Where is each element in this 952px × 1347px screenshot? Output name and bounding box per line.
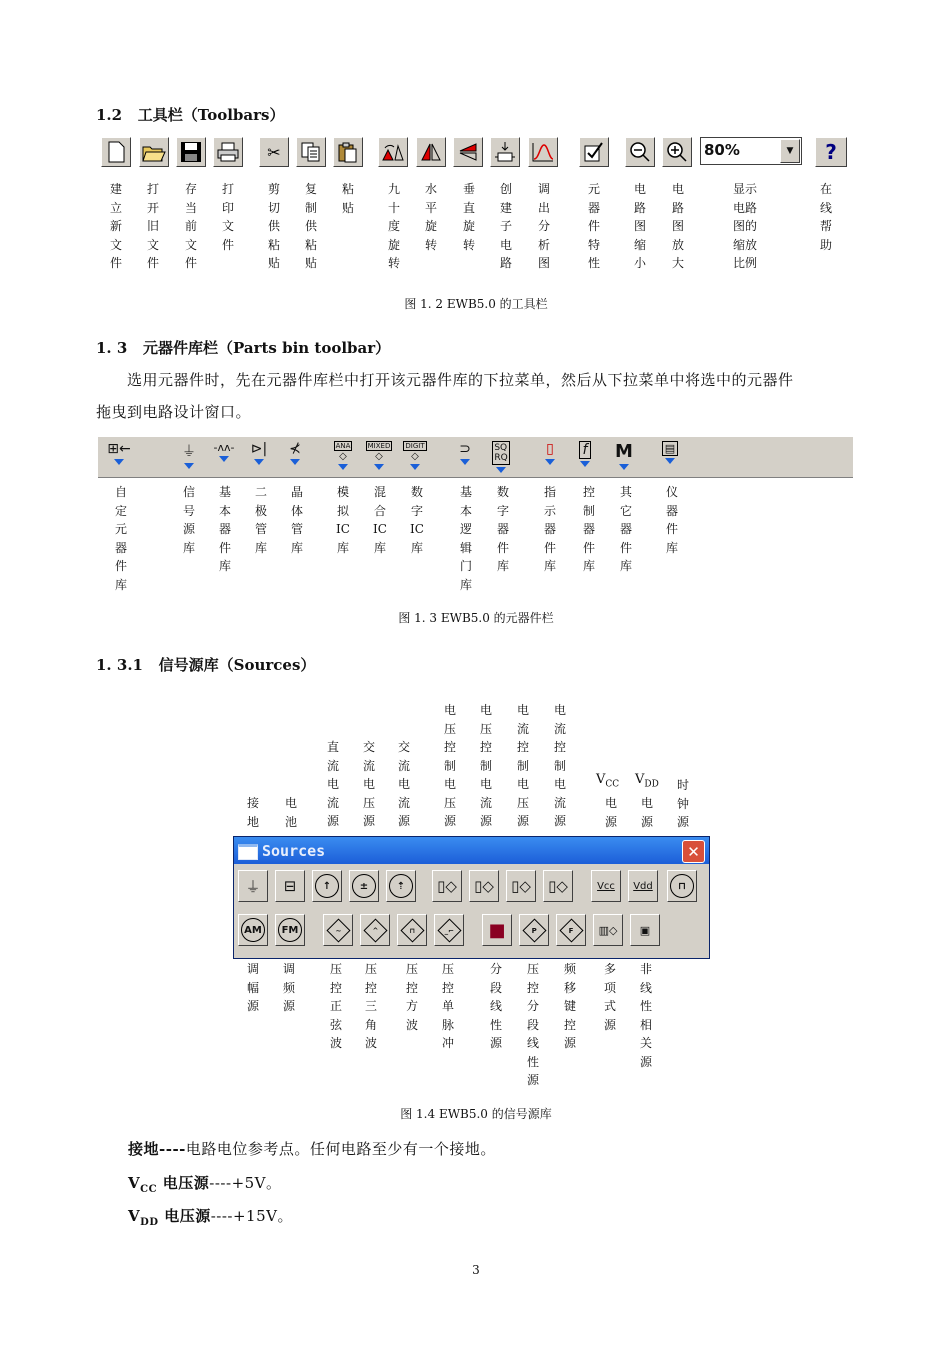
- new-file-button[interactable]: [101, 137, 131, 167]
- flip-vertical-icon: [456, 142, 480, 162]
- logic-gate-icon: ⊃: [459, 441, 471, 457]
- close-button[interactable]: [682, 840, 705, 863]
- create-subcircuit-button[interactable]: [490, 137, 520, 167]
- note-ground: [128, 1138, 496, 1159]
- label-vcvs: 电 压 控 制 电 压 源: [443, 703, 456, 828]
- am-button[interactable]: [238, 914, 268, 946]
- label-polynomial: 多 项 式 源: [603, 962, 616, 1032]
- figure-caption-1-2: 图 1. 2 EWB5.0 的工具栏: [404, 297, 548, 311]
- label-open-file: 打 开 旧 文 件: [146, 182, 159, 270]
- window-title: Sources: [262, 842, 326, 860]
- label-vcc-source: 电 源: [604, 796, 617, 829]
- close-icon: ✕: [687, 842, 700, 861]
- label-analog-ic: 模 拟 IC 库: [336, 485, 350, 555]
- vccs-icon: ▯◇: [474, 877, 494, 895]
- label-analysis-graphs: 调 出 分 析 图: [537, 182, 550, 270]
- digital-ic-icon: DIGIT: [405, 442, 425, 450]
- section-number: 1. 3.1: [96, 656, 143, 674]
- zoom-in-button[interactable]: [662, 137, 692, 167]
- label-component-properties: 元 器 件 特 性: [587, 182, 600, 270]
- chevron-down-icon: [254, 459, 264, 465]
- label-subcircuit: 创 建 子 电 路: [499, 182, 512, 270]
- chevron-down-icon: [580, 461, 590, 467]
- cut-button[interactable]: [259, 137, 289, 167]
- floppy-icon: ■: [488, 919, 506, 941]
- ac-voltage-icon: ±: [352, 874, 376, 898]
- sources-titlebar[interactable]: [234, 837, 709, 864]
- figure-caption-1-3: 图 1. 3 EWB5.0 的元器件栏: [398, 611, 554, 625]
- vc-monostable-button[interactable]: [434, 914, 464, 946]
- vc-pwl-icon: P: [522, 918, 546, 942]
- label-dc-current: 直 流 电 流 源: [326, 740, 339, 828]
- digital-ic-bin[interactable]: [400, 441, 430, 475]
- note-term: 接地----: [128, 1140, 186, 1158]
- mixed-ic-bin[interactable]: [364, 441, 394, 475]
- label-flip-horizontal: 水 平 旋 转: [424, 182, 437, 252]
- cccs-icon: ▯◇: [548, 877, 568, 895]
- vcc-icon: Vcc: [597, 880, 615, 892]
- page-number: 3: [472, 1263, 480, 1277]
- figure-caption-1-4: 图 1.4 EWB5.0 的信号源库: [400, 1107, 552, 1121]
- misc-m-icon: M: [615, 441, 633, 462]
- help-button[interactable]: ?: [815, 137, 847, 167]
- vc-sine-button[interactable]: [323, 914, 353, 946]
- vdd-icon: Vdd: [633, 880, 653, 892]
- ground-icon: ⏚: [182, 444, 196, 460]
- diode-icon: ⊳|: [250, 441, 268, 457]
- chevron-down-icon: [460, 459, 470, 465]
- chevron-down-icon: [219, 456, 229, 462]
- ground-icon: ⏚: [245, 877, 261, 896]
- polynomial-button[interactable]: [593, 914, 623, 946]
- label-digital-ic: 数 字 IC 库: [410, 485, 424, 555]
- label-vccs: 电 压 控 制 电 流 源: [479, 703, 492, 828]
- label-am: 调 幅 源: [246, 962, 259, 1013]
- label-mixed-ic: 混 合 IC 库: [373, 485, 387, 555]
- label-rotate: 九 十 度 旋 转: [387, 182, 400, 270]
- label-ground: 接 地: [246, 796, 259, 829]
- label-digital-devices: 数 字 器 件 库: [496, 485, 509, 573]
- label-indicators: 指 示 器 件 库: [543, 485, 556, 573]
- label-zoom-in: 电 路 图 放 大: [671, 182, 684, 270]
- label-save-file: 存 当 前 文 件: [184, 182, 197, 270]
- label-controls: 控 制 器 件 库: [582, 485, 595, 573]
- graph-icon: [531, 141, 555, 163]
- chevron-down-icon: [496, 467, 506, 473]
- label-diodes: 二 极 管 库: [254, 485, 267, 555]
- analog-ic-bin[interactable]: [328, 441, 358, 475]
- save-file-button[interactable]: [176, 137, 206, 167]
- chevron-down-icon: [114, 459, 124, 465]
- note-vdd: [128, 1205, 293, 1228]
- label-cut: 剪 切 供 粘 贴: [267, 182, 280, 270]
- section-title: 信号源库（Sources）: [158, 656, 316, 674]
- diamond-icon: ◇: [375, 451, 383, 462]
- section-heading-1-2: [96, 104, 285, 125]
- transistor-icon: ⊀: [289, 441, 301, 457]
- label-fm: 调 频 源: [282, 962, 295, 1013]
- fm-icon: FM: [278, 918, 302, 942]
- label-ccvs: 电 流 控 制 电 压 源: [516, 703, 529, 828]
- label-fsk: 频 移 键 控 源: [563, 962, 576, 1050]
- chevron-down-icon: [290, 459, 300, 465]
- function-icon: f: [579, 441, 592, 459]
- zoom-in-icon: [666, 141, 688, 163]
- controls-bin[interactable]: [570, 441, 600, 475]
- flip-vertical-button[interactable]: [453, 137, 483, 167]
- label-battery: 电 池: [284, 796, 297, 829]
- ground-button[interactable]: [238, 870, 268, 902]
- nonlinear-icon: ▣: [639, 923, 651, 937]
- label-nonlinear: 非 线 性 相 关 源: [639, 962, 652, 1069]
- zoom-value: 80%: [704, 141, 740, 159]
- zoom-dropdown-button[interactable]: [780, 139, 800, 163]
- note-subscript: DD: [140, 1217, 159, 1228]
- paragraph-line-1: 选用元器件时，先在元器件库栏中打开该元器件库的下拉菜单，然后从下拉菜单中将选中的元器件: [127, 371, 794, 389]
- label-zoom-out: 电 路 图 缩 小: [633, 182, 646, 270]
- basic-bin[interactable]: [209, 441, 239, 475]
- rotate-icon: [381, 142, 405, 162]
- instruments-bin[interactable]: [655, 441, 685, 475]
- label-vdd-source: 电 源: [640, 796, 653, 829]
- polynomial-icon: ▥◇: [598, 923, 618, 937]
- vdd-button[interactable]: [628, 870, 658, 902]
- cccs-button[interactable]: [543, 870, 573, 902]
- diamond-icon: ◇: [411, 451, 419, 462]
- vc-triangle-icon: ^: [363, 918, 387, 942]
- component-properties-button[interactable]: [579, 137, 609, 167]
- chevron-down-icon: [619, 464, 629, 470]
- dc-current-icon: ↑: [315, 874, 339, 898]
- misc-bin[interactable]: [609, 441, 639, 475]
- fsk-button[interactable]: [556, 914, 586, 946]
- zoom-select[interactable]: [700, 137, 802, 165]
- note-text: ----+5V。: [209, 1174, 282, 1192]
- note-term: V: [128, 1174, 141, 1192]
- label-instruments: 仪 器 件 库: [665, 485, 678, 555]
- sources-window: [233, 836, 710, 959]
- label-misc: 其 它 器 件 库: [619, 485, 632, 573]
- vc-pulse-icon: _⌐: [437, 918, 461, 942]
- chevron-down-icon: [410, 464, 420, 470]
- label-vc-triangle: 压 控 三 角 波: [364, 962, 377, 1050]
- ac-current-button[interactable]: [386, 870, 416, 902]
- vccs-button[interactable]: [469, 870, 499, 902]
- paste-button[interactable]: [333, 137, 363, 167]
- zoom-out-button[interactable]: [625, 137, 655, 167]
- label-sources: 信 号 源 库: [182, 485, 195, 555]
- chevron-down-icon: [374, 464, 384, 470]
- section-title: 元器件库栏（Parts bin toolbar）: [143, 339, 391, 357]
- copy-icon: [300, 141, 322, 163]
- label-paste: 粘 贴: [341, 182, 354, 215]
- label-zoom-ratio: 显示 电路 图的 缩放 比例: [732, 182, 757, 270]
- chevron-down-icon: [184, 463, 194, 469]
- note-subscript: CC: [140, 1184, 158, 1195]
- digital-device-icon: SQ RQ: [494, 443, 508, 463]
- label-custom: 自 定 元 器 件 库: [114, 485, 127, 592]
- resistor-icon: -ᴧᴧ-: [213, 441, 235, 454]
- label-vc-sine: 压 控 正 弦 波: [329, 962, 342, 1050]
- label-transistors: 晶 体 管 库: [290, 485, 303, 555]
- section-title: 工具栏（Toolbars）: [137, 106, 285, 124]
- label-logic-gates: 基 本 逻 辑 门 库: [459, 485, 472, 592]
- label-clock: 时 钟 源: [676, 778, 689, 829]
- clock-button[interactable]: [667, 870, 697, 902]
- vcvs-button[interactable]: [432, 870, 462, 902]
- label-cccs: 电 流 控 制 电 流 源: [553, 703, 566, 828]
- parts-bin-toolbar: [98, 436, 853, 478]
- label-new-file: 建 立 新 文 件: [109, 182, 122, 270]
- flip-horizontal-icon: [419, 142, 443, 162]
- vc-triangle-button[interactable]: [360, 914, 390, 946]
- chevron-down-icon: ▼: [786, 146, 794, 156]
- section-number: 1. 3: [96, 339, 128, 357]
- printer-icon: [216, 141, 240, 163]
- note-text: 电路电位参考点。任何电路至少有一个接地。: [185, 1140, 496, 1158]
- fm-button[interactable]: [275, 914, 305, 946]
- vcvs-icon: ▯◇: [437, 877, 457, 895]
- label-ac-voltage: 交 流 电 压 源: [362, 740, 375, 828]
- battery-button[interactable]: [275, 870, 305, 902]
- analog-ic-icon: ANA: [335, 442, 351, 450]
- copy-button[interactable]: [296, 137, 326, 167]
- label-basic: 基 本 器 件 库: [218, 485, 231, 573]
- paragraph-line-2: 拖曳到电路设计窗口。: [96, 403, 252, 421]
- scissors-icon: ✂: [267, 142, 281, 162]
- custom-bin-icon: ⊞←: [107, 441, 131, 457]
- rotate-90-button[interactable]: [378, 137, 408, 167]
- fsk-icon: F: [559, 918, 583, 942]
- label-vcc-symbol: $V_{CC}$: [596, 772, 620, 790]
- dc-current-button[interactable]: [312, 870, 342, 902]
- clock-icon: ⊓: [670, 874, 694, 898]
- zoom-out-icon: [629, 141, 651, 163]
- chevron-down-icon: [545, 459, 555, 465]
- pwl-source-button[interactable]: [482, 914, 512, 946]
- floppy-icon: [180, 141, 202, 163]
- chevron-down-icon: [665, 458, 675, 464]
- display-icon: ▯: [546, 441, 554, 457]
- open-file-button[interactable]: [139, 137, 169, 167]
- custom-parts-bin[interactable]: [104, 441, 134, 475]
- am-icon: AM: [241, 918, 265, 942]
- vc-pwl-button[interactable]: [519, 914, 549, 946]
- transistors-bin[interactable]: [280, 441, 310, 475]
- label-vc-pulse: 压 控 单 脉 冲: [441, 962, 454, 1050]
- label-vc-square: 压 控 方 波: [405, 962, 418, 1032]
- vc-square-button[interactable]: [397, 914, 427, 946]
- paste-icon: [337, 141, 359, 163]
- vc-sine-icon: ~: [326, 918, 350, 942]
- open-folder-icon: [142, 142, 166, 162]
- diodes-bin[interactable]: [244, 441, 274, 475]
- analysis-graphs-button[interactable]: [528, 137, 558, 167]
- label-copy: 复 制 供 粘 贴: [304, 182, 317, 270]
- section-heading-1-3-1: [96, 654, 315, 675]
- digital-devices-bin[interactable]: [486, 441, 516, 475]
- vc-square-icon: ⊓: [400, 918, 424, 942]
- ccvs-icon: ▯◇: [511, 877, 531, 895]
- label-vdd-symbol: $V_{DD}$: [635, 772, 659, 790]
- new-file-icon: [107, 141, 125, 163]
- mixed-ic-icon: MIXED: [367, 442, 391, 450]
- note-term-suffix: 电压源: [157, 1174, 210, 1192]
- chevron-down-icon: [338, 464, 348, 470]
- logic-gates-bin[interactable]: [450, 441, 480, 475]
- diamond-icon: ◇: [339, 451, 347, 462]
- note-term-suffix: 电压源: [158, 1207, 211, 1225]
- label-pwl: 分 段 线 性 源: [489, 962, 502, 1050]
- ccvs-button[interactable]: [506, 870, 536, 902]
- print-button[interactable]: [213, 137, 243, 167]
- section-heading-1-3: [96, 337, 390, 358]
- label-print: 打 印 文 件: [221, 182, 234, 252]
- flip-horizontal-button[interactable]: [416, 137, 446, 167]
- vcc-button[interactable]: [591, 870, 621, 902]
- sources-bin[interactable]: [174, 441, 204, 475]
- label-flip-vertical: 垂 直 旋 转: [462, 182, 475, 252]
- label-ac-current: 交 流 电 流 源: [397, 740, 410, 828]
- label-help: 在 线 帮 助: [819, 182, 832, 252]
- ac-voltage-button[interactable]: [349, 870, 379, 902]
- note-vcc: [128, 1172, 282, 1195]
- nonlinear-button[interactable]: [630, 914, 660, 946]
- note-term: V: [128, 1207, 141, 1225]
- section-number: 1.2: [96, 106, 123, 124]
- ac-current-icon: ⇡: [389, 874, 413, 898]
- window-icon: [238, 844, 258, 860]
- instrument-icon: ▤: [662, 441, 678, 456]
- label-vc-pwl: 压 控 分 段 线 性 源: [526, 962, 539, 1087]
- properties-icon: [582, 141, 606, 163]
- note-text: ----+15V。: [210, 1207, 293, 1225]
- subcircuit-icon: [494, 141, 516, 163]
- indicators-bin[interactable]: [535, 441, 565, 475]
- battery-icon: ⊟: [283, 877, 297, 895]
